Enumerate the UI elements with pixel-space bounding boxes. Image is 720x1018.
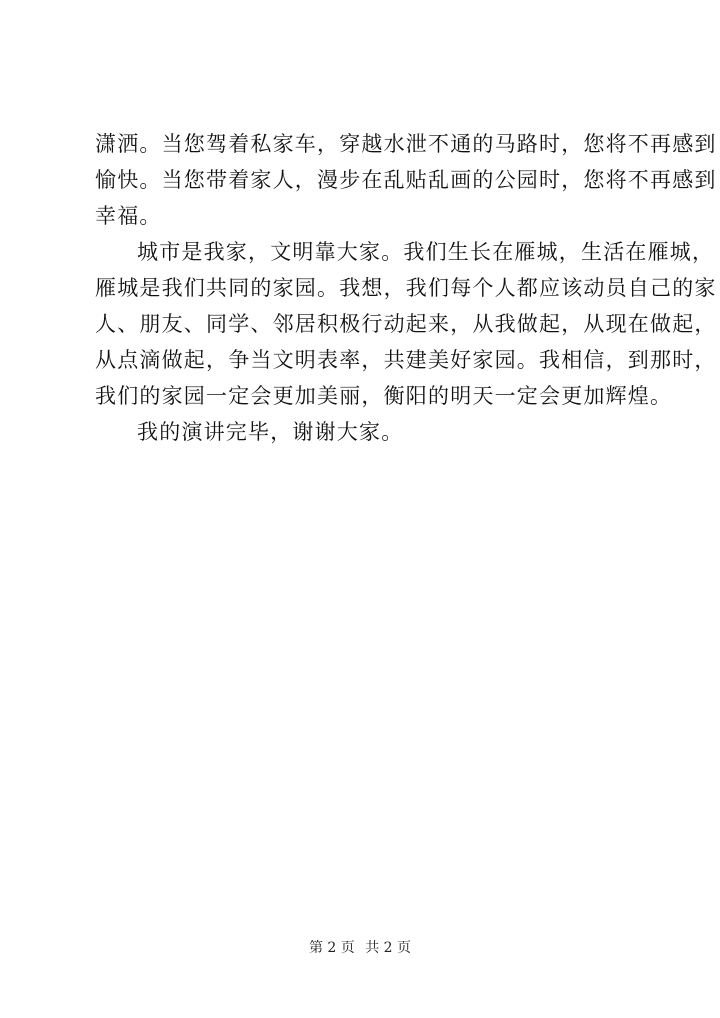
page-footer (0, 937, 720, 957)
paragraph-3-line-1: 我的演讲完毕，谢谢大家。 (137, 420, 404, 444)
paragraph-1-line-3: 幸福。 (95, 204, 162, 228)
paragraph-2-line-5: 我们的家园一定会更加美丽，衡阳的明天一定会更加辉煌。 (95, 384, 673, 408)
paragraph-2-line-3: 人、朋友、同学、邻居积极行动起来，从我做起，从现在做起， (95, 312, 717, 336)
page-number: 第 2 页 (308, 940, 355, 956)
document-body (95, 126, 717, 450)
paragraph-2-line-2: 雁城是我们共同的家园。我想，我们每个人都应该动员自己的家 (95, 276, 717, 300)
page-total: 共 2 页 (365, 940, 412, 956)
paragraph-1-line-1: 潇洒。当您驾着私家车，穿越水泄不通的马路时，您将不再感到 (95, 132, 717, 156)
paragraph-2-line-4: 从点滴做起，争当文明表率，共建美好家园。我相信，到那时， (95, 348, 717, 372)
paragraph-1-line-2: 愉快。当您带着家人，漫步在乱贴乱画的公园时，您将不再感到 (95, 168, 717, 192)
paragraph-2-line-1: 城市是我家，文明靠大家。我们生长在雁城，生活在雁城， (137, 240, 715, 264)
